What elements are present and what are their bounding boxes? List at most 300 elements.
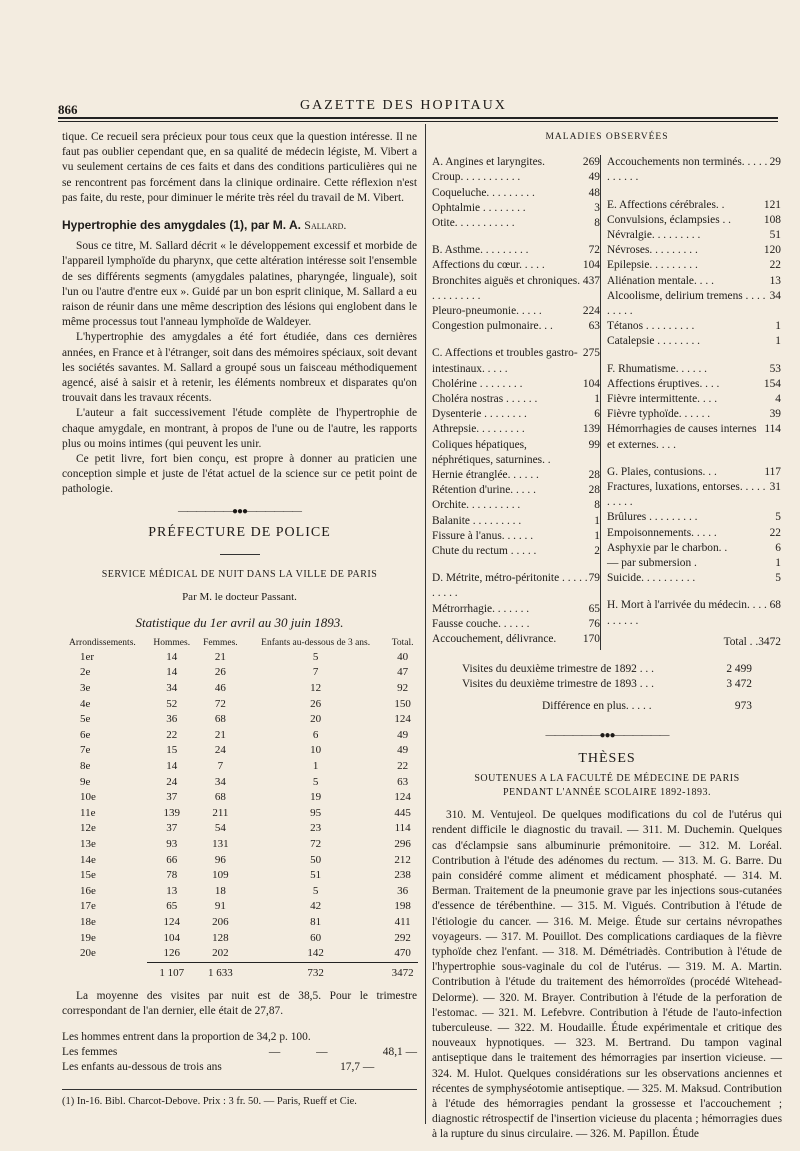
disease-count: 120: [763, 244, 781, 257]
hypertrophy-paragraph-4: Ce petit livre, fort bien conçu, est propre à donner au praticien une conception simple et juste de l'état actuel de la science sur ce petit point de pathologie.: [62, 453, 417, 496]
table-row: [58, 712, 418, 728]
list-item: [432, 529, 600, 544]
disease-count: 48: [588, 186, 600, 199]
proportion-children: [62, 1060, 417, 1075]
cell-arrondissement: 18e: [80, 915, 96, 928]
cell-arrondissement: 1er: [80, 650, 95, 663]
table-row: [58, 650, 418, 666]
maladies-column-2-items: [607, 155, 781, 629]
disease-count: 121: [763, 198, 781, 211]
disease-count: 3: [594, 201, 600, 214]
table-row: [58, 821, 418, 837]
list-item: [432, 571, 600, 601]
disease-label: Bronchites aiguës et chroniques. . . . . . . . . .: [432, 274, 581, 302]
disease-count: 51: [769, 229, 781, 242]
cell-men: 15: [166, 744, 178, 757]
total-women: 1 633: [197, 962, 244, 981]
disease-count: 437: [582, 274, 600, 287]
disease-count: 8: [594, 499, 600, 512]
cell-men: 139: [163, 806, 181, 819]
list-item: [432, 483, 600, 498]
list-item: [432, 243, 600, 258]
cell-women: 128: [212, 931, 229, 944]
visits-1892-label: Visites du deuxième trimestre de 1892 . . .: [462, 663, 654, 676]
disease-count: 72: [588, 244, 600, 257]
table-row: [58, 759, 418, 775]
list-item: [607, 334, 781, 349]
header-men: Hommes.: [153, 637, 191, 648]
disease-count: 49: [588, 171, 600, 184]
maladies-total-label: Total . .: [723, 635, 759, 648]
proportion-women-value: 48,1: [382, 1045, 403, 1058]
visits-1893: [462, 677, 752, 692]
proportion-men: [62, 1030, 417, 1045]
disease-label: Croup. . . . . . . . . . .: [432, 171, 521, 184]
cell-children: 72: [310, 838, 322, 850]
list-item: [607, 541, 781, 556]
table-row: [58, 696, 418, 712]
cell-men: 104: [163, 931, 181, 944]
disease-label: Fissure à l'anus. . . . . .: [432, 529, 534, 542]
list-item: [607, 155, 781, 185]
list-item: [432, 201, 600, 216]
column-divider: [425, 124, 426, 1124]
disease-count: 4: [775, 393, 781, 406]
list-item: [607, 510, 781, 525]
disease-count: 104: [582, 259, 600, 272]
disease-count: 1: [775, 320, 781, 333]
cell-total: 36: [397, 884, 409, 897]
intro-paragraph: tique. Ce recueil sera précieux pour tous ceux que la question intéresse. Il ne faut pas oublier cependant que, en sa qualité de médecin légiste, M. Vibert a vu seulement certains de ces faits et dans des conditions particulières qui ne se rencontrent pas forcément dans la clinique ordinaire. Cette réflexion n'est pas faite, du reste, pour diminuer le mérite très réel du travail de M. Vibert.: [62, 131, 417, 204]
cell-children: 5: [312, 650, 319, 663]
disease-count: 5: [775, 572, 781, 585]
disease-count: 34: [769, 289, 781, 302]
disease-label: Fièvre typhoïde. . . . . .: [607, 408, 711, 421]
disease-label: D. Métrite, métro-péritonite . . . . . . . . . .: [432, 572, 588, 600]
hypertrophy-paragraph-1: Sous ce titre, M. Sallard décrit « le développement excessif et morbide de l'appareil lymphoïde du pharynx, que cette altération intéresse soit l'ensemble de ses différents segments (amygdales palatines, pharyngée, linguale), soit l'un ou l'autre d'entre eux ». Guidé par un bon esprit clinique, M. Sallard a eu raison de réunir dans une même description des lésions qui englobent dans le même processus tout l'anneau lymphoïde de Waldeyer.: [62, 240, 417, 329]
list-item: [432, 186, 600, 201]
maladies-list: [432, 155, 782, 650]
disease-count: 1: [594, 393, 600, 406]
cell-women: 202: [212, 947, 229, 960]
cell-men: 124: [163, 915, 181, 928]
cell-total: 445: [394, 806, 411, 819]
proportion-women: [62, 1045, 417, 1060]
cell-arrondissement: 11e: [80, 806, 96, 819]
list-item: [432, 274, 600, 304]
disease-label: Suicide. . . . . . . . . .: [607, 572, 696, 585]
disease-label: Balanite . . . . . . . . .: [432, 514, 522, 527]
list-item: [607, 480, 781, 510]
proportion-men-value: 34,2 p. 100.: [256, 1030, 311, 1043]
total-total: 3472: [387, 962, 418, 981]
disease-count: 224: [582, 305, 600, 318]
cell-arrondissement: 20e: [80, 947, 96, 960]
table-row: [58, 743, 418, 759]
table-row: [58, 899, 418, 915]
disease-count: 5: [775, 511, 781, 524]
cell-total: 238: [394, 869, 411, 882]
cell-children: 12: [310, 682, 322, 695]
hypertrophy-title: Hypertrophie des amygdales (1), par M. A.: [62, 218, 301, 233]
section-gap: [432, 559, 600, 571]
list-item: [607, 422, 781, 452]
list-item: [432, 617, 600, 632]
disease-count: 22: [769, 259, 781, 272]
disease-count: 139: [582, 423, 600, 436]
list-item: [432, 304, 600, 319]
cell-arrondissement: 8e: [80, 760, 91, 773]
list-item: [607, 243, 781, 258]
cell-men: 14: [166, 666, 178, 679]
maladies-total: [607, 635, 781, 650]
cell-men: 34: [166, 682, 178, 695]
cell-men: 52: [166, 697, 178, 710]
cell-arrondissement: 15e: [80, 869, 96, 882]
disease-count: 1: [594, 529, 600, 542]
list-item: [432, 346, 600, 376]
disease-count: 114: [764, 423, 781, 436]
disease-label: Affections éruptives. . . .: [607, 377, 720, 390]
cell-children: 5: [312, 884, 319, 897]
disease-label: Fausse couche. . . . . .: [432, 617, 530, 630]
disease-count: 154: [763, 377, 781, 390]
cell-children: 23: [310, 822, 322, 835]
hypertrophy-paragraph-3: L'auteur a fait successivement l'étude complète de l'hypertrophie de chaque amygdale, en montrant, à propos de l'une ou de l'autre, les rapports plus ou moins intimes (qui peuvent les unir.: [62, 407, 417, 450]
cell-total: 296: [394, 838, 411, 850]
running-title: GAZETTE DES HOPITAUX: [300, 98, 507, 113]
table-row: [58, 681, 418, 697]
table-header-row: [58, 637, 418, 650]
table-row: [58, 868, 418, 884]
disease-count: 2: [594, 545, 600, 558]
cell-men: 126: [163, 947, 181, 960]
cell-children: 95: [310, 806, 322, 819]
statistics-table: [58, 637, 418, 981]
cell-women: 18: [214, 884, 226, 897]
header-rule: [58, 117, 778, 119]
section-gap: [607, 350, 781, 362]
list-item: [432, 632, 600, 647]
section-gap: [607, 586, 781, 598]
disease-label: Névralgie. . . . . . . . .: [607, 229, 701, 242]
list-item: [607, 213, 781, 228]
footnote-rule: [62, 1089, 417, 1090]
list-item: [607, 407, 781, 422]
cell-arrondissement: 10e: [80, 791, 96, 804]
disease-label: Métrorrhagie. . . . . . .: [432, 602, 530, 615]
disease-label: Fièvre intermittente. . . .: [607, 393, 718, 406]
theses-subtitle-2: PENDANT L'ANNÉE SCOLAIRE 1892-1893.: [503, 787, 711, 799]
maladies-column-2: [600, 155, 781, 650]
theses-title: THÈSES: [578, 750, 636, 766]
table-row: [58, 930, 418, 946]
section-gap: [432, 231, 600, 243]
list-item: [607, 274, 781, 289]
visits-difference: [542, 699, 752, 714]
proportion-women-label: Les femmes: [62, 1045, 118, 1058]
disease-label: Rétention d'urine. . . . .: [432, 484, 536, 497]
visits-1893-label: Visites du deuxième trimestre de 1893 . . .: [462, 678, 654, 691]
proportion-children-label: Les enfants au-dessous de trois ans: [62, 1060, 222, 1073]
cell-arrondissement: 19e: [80, 931, 96, 944]
cell-children: 50: [310, 853, 322, 866]
cell-men: 66: [166, 853, 178, 866]
cell-arrondissement: 6e: [80, 728, 91, 741]
ornament-divider: ——————●●●——————: [177, 505, 302, 517]
header-total: Total.: [391, 637, 414, 648]
footnote: (1) In-16. Bibl. Charcot-Debove. Prix : 3 fr. 50. — Paris, Rueff et Cie.: [62, 1096, 357, 1108]
disease-count: 275: [582, 347, 600, 360]
disease-label: Affections du cœur. . . . .: [432, 259, 545, 272]
disease-count: 29: [769, 156, 781, 169]
table-total-row: [58, 962, 418, 981]
theses-body: 310. M. Ventujeol. De quelques modifications du col de l'utérus qui rendent difficile le diagnostic du travail. — 311. M. Duchemin. Quelques cas d'éclampsie sans albuminurie prémonitoire. — 312. M. Loréal. Contribution à l'étude des adénomes du rectum. — 313. M. G. Barre. Du pain considéré comme aliment et médicament phosphaté. — 314. M. Berman. Traitement de la pneumonie grave par les injections sous-cutanées d'essence de térébenthine. — 315. M. Vigués. Contribution à l'étude de l'étiologie du cancer. — 316. M. Meige. Étude sur certains névropathes voyageurs. — 317. M. Pouillot. Des complications cardiaques de la fièvre typhoïde chez l'enfant. — 318. M. Démétriadès. Contribution à l'étude de l'hypertrophie sous-vaginale du col de l'utérus. — 319. M. A. Martin. Contribution à l'étude du traitement des hémorroïdes (procédé Witehead-Delorme). — 320. M. Brayer. Contribution à l'étude de la perforation de l'estomac. — 321. M. Lefebvre. Contribution à l'étude de l'auto-infection tuberculeuse. — 322. M. Houdaille. Étude expérimentale et critique des nouveaux hypnotiques. — 323. M. Bertrand. Du tampon vaginal antiseptique dans le traitement des hémorragies par insertion vicieuse. — 324. M. Hulot. Quelques considérations sur les observations anciennes et récentes de symphyséotomie antiseptique. — 325. M. Maksud. Contribution à l'étude des hémorragies pendant la grossesse et l'accouchement ; diagnostic rétrospectif de l'insertion vicieuse du placenta ; hémorragies dues à la rupture du sinus circulaire. — 326. M. Papillon. Étude: [432, 809, 782, 1141]
cell-arrondissement: 14e: [80, 853, 96, 866]
cell-total: 212: [394, 853, 411, 866]
disease-label: C. Affections et troubles gastro-intestinaux. . . . .: [432, 347, 578, 375]
cell-children: 142: [307, 947, 324, 960]
cell-total: 150: [394, 697, 411, 710]
section-gap: [432, 334, 600, 346]
cell-total: 40: [397, 650, 409, 663]
hypertrophy-author: Sallard.: [304, 218, 347, 233]
disease-label: Coliques hépatiques, néphrétiques, saturnines. .: [432, 438, 551, 466]
cell-women: 54: [214, 822, 226, 835]
disease-label: B. Asthme. . . . . . . . .: [432, 244, 529, 257]
cell-total: 124: [394, 713, 411, 726]
disease-count: 1: [775, 335, 781, 348]
page-number: 866: [58, 102, 78, 117]
proportion-women-dash: —: [268, 1045, 281, 1058]
cell-children: 19: [310, 791, 322, 804]
cell-women: 206: [212, 915, 229, 928]
disease-label: Brûlures . . . . . . . . .: [607, 511, 698, 524]
list-item: [607, 228, 781, 243]
disease-count: 28: [588, 469, 600, 482]
cell-men: 65: [166, 900, 178, 913]
cell-arrondissement: 13e: [80, 838, 96, 850]
disease-count: 6: [775, 541, 781, 554]
disease-count: 6: [594, 408, 600, 421]
disease-count: 108: [763, 213, 781, 226]
cell-arrondissement: 7e: [80, 744, 91, 757]
list-item: [432, 422, 600, 437]
disease-label: Convulsions, éclampsies . .: [607, 213, 732, 226]
cell-men: 22: [166, 728, 178, 741]
visits-difference-label: Différence en plus. . . . .: [542, 699, 652, 712]
cell-total: 63: [397, 775, 409, 788]
cell-women: 24: [214, 744, 226, 757]
cell-children: 51: [310, 869, 322, 882]
list-item: [607, 392, 781, 407]
total-men: 1 107: [147, 962, 197, 981]
cell-total: 47: [397, 666, 409, 679]
cell-men: 37: [166, 791, 178, 804]
disease-count: 13: [769, 274, 781, 287]
cell-women: 96: [214, 853, 226, 866]
disease-count: 1: [775, 557, 781, 570]
disease-label: Alcoolisme, delirium tremens . . . . . . . . .: [607, 289, 766, 318]
disease-label: Cholérine . . . . . . . .: [432, 377, 523, 390]
disease-count: 65: [588, 602, 600, 615]
disease-count: 8: [594, 217, 600, 230]
list-item: [607, 362, 781, 377]
table-row: [58, 946, 418, 962]
proportion-women-dash-2: —: [316, 1045, 328, 1058]
table-row: [58, 852, 418, 868]
cell-total: 22: [397, 760, 409, 773]
disease-count: 68: [769, 599, 781, 612]
header-women: Femmes.: [203, 637, 238, 648]
list-item: [432, 498, 600, 513]
cell-children: 20: [310, 713, 322, 726]
disease-label: Orchite. . . . . . . . . .: [432, 499, 521, 512]
disease-label: Hémorrhagies de causes internes et externes. . . .: [607, 423, 757, 451]
cell-children: 1: [312, 760, 319, 773]
list-item: [607, 556, 781, 571]
disease-count: 28: [588, 484, 600, 497]
disease-label: Ophtalmie . . . . . . . .: [432, 201, 526, 214]
theses-subtitle: [432, 772, 782, 800]
list-item: [607, 258, 781, 273]
disease-label: E. Affections cérébrales. .: [607, 198, 725, 211]
right-column: [432, 130, 782, 1143]
disease-label: Catalepsie . . . . . . . .: [607, 335, 701, 348]
visits-1893-value: 3 472: [726, 678, 752, 691]
table-row: [58, 728, 418, 744]
disease-label: Aliénation mentale. . . .: [607, 274, 714, 287]
cell-women: 68: [214, 713, 226, 726]
cell-arrondissement: 16e: [80, 884, 96, 897]
list-item: [432, 155, 600, 170]
cell-arrondissement: 4e: [80, 697, 91, 710]
disease-label: Coqueluche. . . . . . . . .: [432, 186, 535, 199]
list-item: [607, 465, 781, 480]
cell-total: 470: [394, 947, 411, 960]
list-item: [432, 216, 600, 231]
disease-label: Athrepsie. . . . . . . . .: [432, 423, 525, 436]
hypertrophy-paragraph-2: L'hypertrophie des amygdales a été fort étudiée, dans ces dernières années, en France et à l'étranger, soit dans des mémoires spéciaux, soit devant les sociétés savantes. M. Sallard a groupé sous un faisceau méthodiquement agencé, aisé à saisir et à retenir, les éléments nombreux et disparates qu'on trouvait dans les travaux récents.: [62, 331, 417, 405]
list-item: [432, 258, 600, 273]
list-item: [432, 392, 600, 407]
disease-label: H. Mort à l'arrivée du médecin. . . . . . . . . .: [607, 599, 767, 627]
disease-count: 31: [769, 481, 781, 494]
cell-children: 26: [310, 697, 322, 710]
cell-arrondissement: 12e: [80, 822, 96, 835]
total-children: 732: [244, 962, 387, 981]
cell-children: 5: [312, 775, 319, 788]
list-item: [432, 468, 600, 483]
cell-men: 14: [166, 760, 178, 773]
table-row: [58, 665, 418, 681]
cell-men: 78: [166, 869, 178, 882]
cell-men: 13: [166, 884, 178, 897]
table-row: [58, 915, 418, 931]
cell-total: 198: [394, 900, 411, 913]
cell-arrondissement: 2e: [80, 666, 91, 679]
disease-label: A. Angines et laryngites.: [432, 156, 545, 169]
section-gap: [607, 186, 781, 198]
section-gap: [607, 453, 781, 465]
disease-count: 1: [594, 514, 600, 527]
ornament-divider-2: ——————●●●——————: [545, 729, 669, 741]
list-item: [607, 571, 781, 586]
list-item: [607, 319, 781, 334]
cell-total: 292: [394, 931, 411, 944]
proportions: [62, 1030, 417, 1076]
cell-men: 93: [166, 838, 178, 850]
cell-arrondissement: 17e: [80, 900, 96, 913]
disease-label: G. Plaies, contusions. . .: [607, 465, 717, 478]
cell-women: 131: [212, 838, 229, 850]
disease-label: Névroses. . . . . . . . .: [607, 244, 698, 257]
disease-label: Accouchement, délivrance.: [432, 633, 557, 646]
disease-label: — par submersion .: [607, 557, 697, 570]
list-item: [432, 602, 600, 617]
proportion-men-label: Les hommes entrent dans la proportion de: [62, 1030, 254, 1043]
disease-label: Accouchements non terminés. . . . . . . . . . .: [607, 156, 768, 184]
visits-comparison: [432, 662, 782, 714]
disease-label: Fractures, luxations, entorses. . . . . . . . . .: [607, 481, 766, 509]
disease-count: 104: [582, 377, 600, 390]
cell-children: 6: [312, 728, 319, 741]
cell-total: 92: [397, 682, 409, 695]
theses-subtitle-1: SOUTENUES A LA FACULTÉ DE MÉDECINE DE PARIS: [474, 773, 740, 785]
list-item: [432, 438, 600, 468]
list-item: [607, 377, 781, 392]
service-title: SERVICE MÉDICAL DE NUIT DANS LA VILLE DE PARIS: [101, 569, 378, 581]
cell-men: 14: [166, 650, 178, 663]
left-column: [62, 130, 417, 1109]
cell-women: 26: [214, 666, 226, 679]
disease-label: Congestion pulmonaire. . .: [432, 320, 553, 333]
disease-label: Tétanos . . . . . . . . .: [607, 320, 695, 333]
disease-count: 22: [769, 526, 781, 539]
header-children: Enfants au-dessous de 3 ans.: [261, 637, 371, 648]
cell-women: 34: [214, 775, 226, 788]
list-item: [432, 319, 600, 334]
disease-count: 99: [588, 438, 600, 451]
visits-difference-value: 973: [734, 699, 752, 712]
visits-1892-value: 2 499: [726, 663, 752, 676]
cell-women: 68: [214, 791, 226, 804]
cell-total: 411: [394, 915, 411, 928]
disease-count: 53: [769, 362, 781, 375]
maladies-column-1: [432, 155, 600, 650]
disease-count: 39: [769, 408, 781, 421]
cell-total: 114: [394, 822, 411, 835]
list-item: [607, 289, 781, 319]
header-rule-thin: [58, 121, 778, 122]
disease-label: Chute du rectum . . . . .: [432, 545, 537, 558]
average-text: La moyenne des visites par nuit est de 38,5. Pour le trimestre correspondant de l'an dernier, elle était de 27,87.: [62, 990, 417, 1018]
disease-label: Dysenterie . . . . . . . .: [432, 408, 527, 421]
disease-label: Choléra nostras . . . . . .: [432, 393, 538, 406]
disease-count: 79: [588, 572, 600, 585]
disease-label: Empoisonnements. . . . .: [607, 526, 717, 539]
table-row: [58, 806, 418, 822]
table-row: [58, 790, 418, 806]
cell-children: 60: [310, 931, 322, 944]
disease-label: Otite. . . . . . . . . . .: [432, 217, 515, 230]
list-item: [607, 198, 781, 213]
disease-count: 170: [582, 633, 600, 646]
cell-arrondissement: 5e: [80, 713, 91, 726]
prefecture-title: PRÉFECTURE DE POLICE: [148, 524, 331, 540]
by-line: Par M. le docteur Passant.: [182, 591, 297, 604]
visits-1892: [462, 662, 752, 677]
